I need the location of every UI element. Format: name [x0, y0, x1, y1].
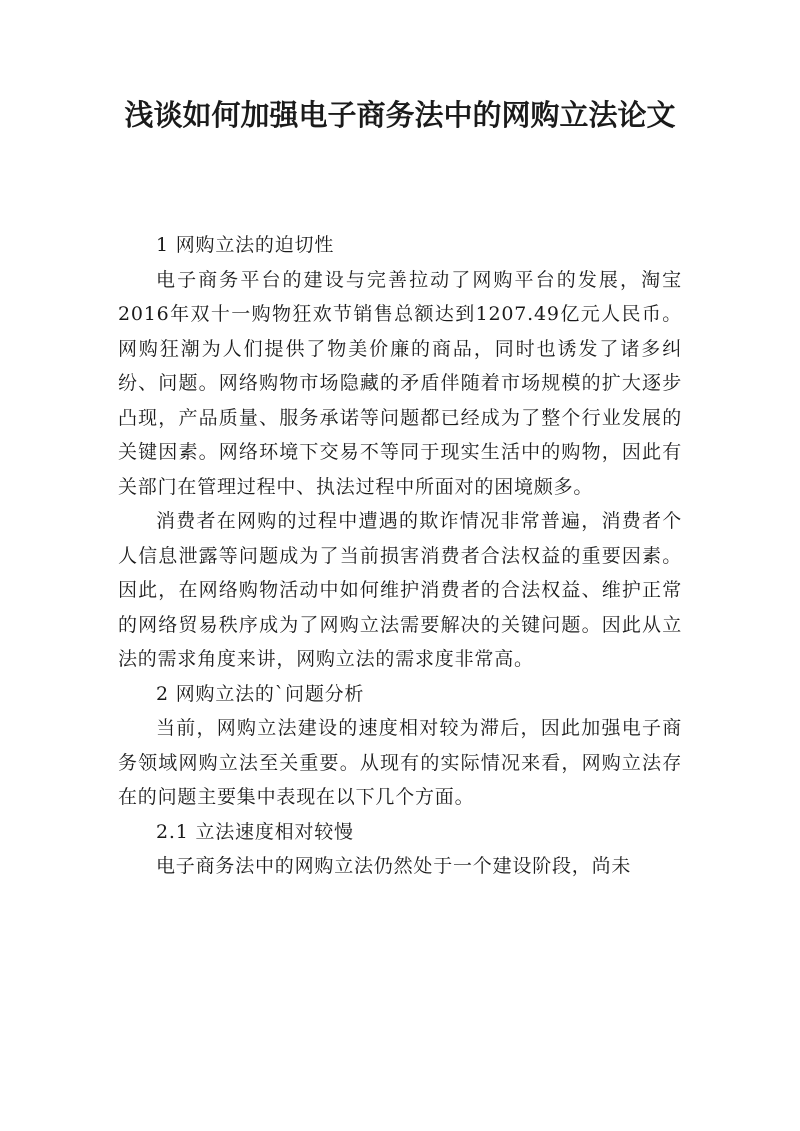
document-title: 浅谈如何加强电子商务法中的网购立法论文 — [124, 98, 676, 132]
paragraph-4: 电子商务法中的网购立法仍然处于一个建设阶段，尚未 — [156, 855, 632, 877]
paragraph-2: 消费者在网购的过程中遭遇的欺诈情况非常普遍，消费者个人信息泄露等问题成为了当前损害消费者合法权益的重要因素。因此，在网络购物活动中如何维护消费者的合法权益、维护正常的网络贸易秩序成为了网购立法需要解决的关键问题。因此从立法的需求角度来讲，网购立法的需求度非常高。 — [118, 510, 682, 670]
section-heading-1: 1 网购立法的迫切性 — [156, 234, 335, 256]
subsection-heading-2-1: 2.1 立法速度相对较慢 — [156, 820, 354, 843]
paragraph-1: 电子商务平台的建设与完善拉动了网购平台的发展，淘宝2016年双十一购物狂欢节销售总额达到1207.49亿元人民币。网购狂潮为人们提供了物美价廉的商品，同时也诱发了诸多纠纷、问题。网络购物市场隐藏的矛盾伴随着市场规模的扩大逐步凸现，产品质量、服务承诺等问题都已经成为了整个行业发展的关键因素。网络环境下交易不等同于现实生活中的购物，因此有关部门在管理过程中、执法过程中所面对的困境颇多。 — [118, 268, 682, 498]
section-heading-2: 2 网购立法的`问题分析 — [156, 682, 365, 705]
document-body — [118, 228, 682, 884]
paragraph-3: 当前，网购立法建设的速度相对较为滞后，因此加强电子商务领域网购立法至关重要。从现有的实际情况来看，网购立法存在的问题主要集中表现在以下几个方面。 — [118, 717, 682, 808]
